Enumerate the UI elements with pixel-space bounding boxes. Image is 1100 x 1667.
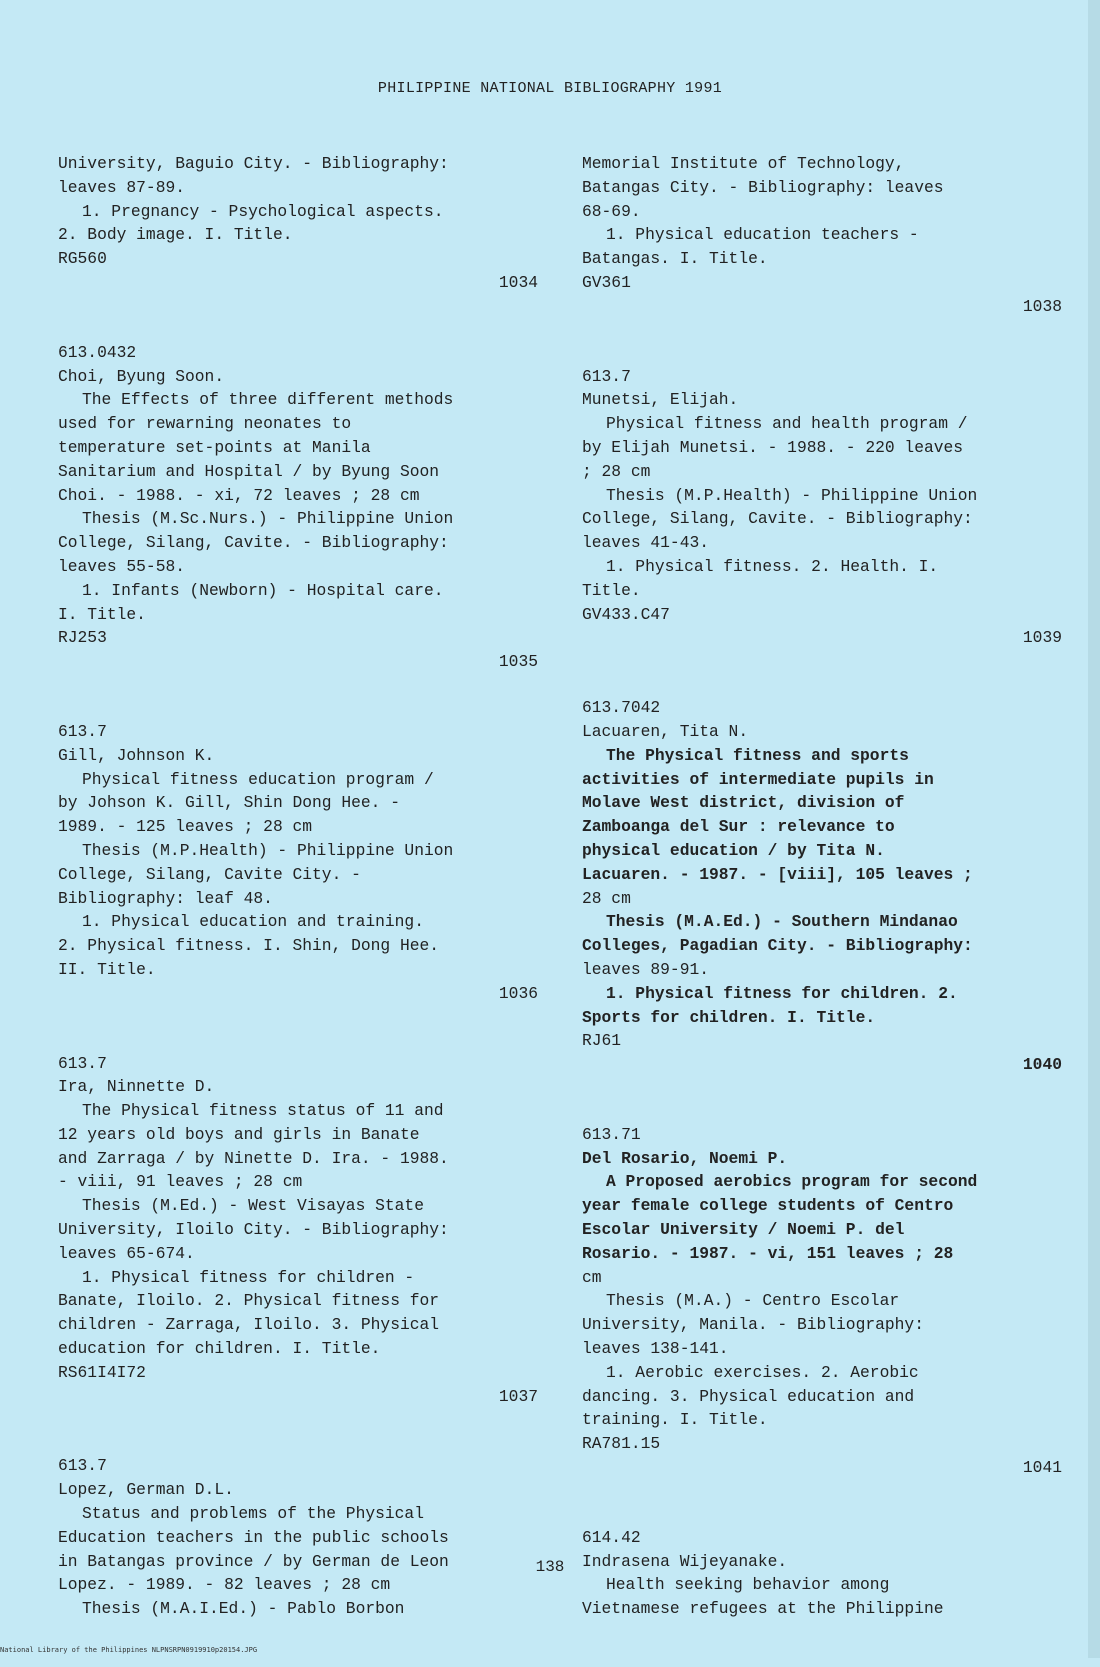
entry-line: Physical fitness and health program / bbox=[606, 414, 968, 434]
entry-line: ; 28 cm bbox=[582, 461, 651, 481]
entry-number: 1040 bbox=[1022, 1055, 1062, 1075]
entry-line: Colleges, Pagadian City. - Bibliography: bbox=[582, 936, 973, 956]
entry-line: Title. bbox=[582, 580, 641, 600]
entry-line: 1. Aerobic exercises. 2. Aerobic bbox=[606, 1362, 919, 1382]
entry-line: RJ253 bbox=[58, 628, 107, 648]
entry-line: University, Iloilo City. - Bibliography: bbox=[58, 1220, 449, 1240]
entry-line: Gill, Johnson K. bbox=[58, 745, 215, 765]
entry-line: by Johson K. Gill, Shin Dong Hee. - bbox=[58, 793, 400, 813]
entry-line: 68-69. bbox=[582, 201, 641, 221]
entry-line: 613.0432 bbox=[58, 342, 137, 362]
entry-line: leaves 41-43. bbox=[582, 533, 710, 553]
entry-line: GV361 bbox=[582, 272, 631, 292]
entry-line: - viii, 91 leaves ; 28 cm bbox=[58, 1172, 303, 1192]
entry-number: 1041 bbox=[1022, 1458, 1062, 1478]
entry-line: RG560 bbox=[58, 249, 107, 269]
right-column bbox=[582, 152, 1072, 1667]
entry-line: Lopez, German D.L. bbox=[58, 1480, 234, 1500]
entry-line: Thesis (M.A.) - Centro Escolar bbox=[606, 1291, 900, 1311]
entry-line: College, Silang, Cavite. - Bibliography: bbox=[582, 509, 973, 529]
bibliography-entry bbox=[58, 341, 548, 674]
entry-number: 1038 bbox=[1022, 296, 1062, 316]
entry-line: dancing. 3. Physical education and bbox=[582, 1386, 915, 1406]
entry-line: Rosario. - 1987. - vi, 151 leaves ; 28 bbox=[582, 1243, 954, 1263]
entry-line: and Zarraga / by Ninette D. Ira. - 1988. bbox=[58, 1148, 449, 1168]
entry-line: 12 years old boys and girls in Banate bbox=[58, 1124, 420, 1144]
entry-line: Batangas. I. Title. bbox=[582, 249, 768, 269]
entry-line: Bibliography: leaf 48. bbox=[58, 888, 273, 908]
entry-line: 1. Pregnancy - Psychological aspects. bbox=[82, 201, 444, 221]
entry-line: training. I. Title. bbox=[582, 1410, 768, 1430]
page-header: PHILIPPINE NATIONAL BIBLIOGRAPHY 1991 bbox=[377, 80, 723, 97]
entry-line: children - Zarraga, Iloilo. 3. Physical bbox=[58, 1315, 440, 1335]
entry-number: 1037 bbox=[498, 1386, 538, 1406]
entry-line: Batangas City. - Bibliography: leaves bbox=[582, 177, 944, 197]
entry-line: 1. Physical fitness for children - bbox=[82, 1267, 415, 1287]
entry-line: University, Baguio City. - Bibliography: bbox=[58, 154, 449, 173]
scan-footer: National Library of the Philippines NLPNSRPN0919910p20154.JPG bbox=[0, 1646, 258, 1654]
entry-line: Zamboanga del Sur : relevance to bbox=[582, 817, 895, 837]
entry-line: Munetsi, Elijah. bbox=[582, 390, 739, 410]
entry-line: 613.7 bbox=[58, 1456, 107, 1476]
entry-line: Lacuaren. - 1987. - [viii], 105 leaves ; bbox=[582, 864, 973, 884]
entry-line: Thesis (M.A.Ed.) - Southern Mindanao bbox=[606, 912, 958, 932]
entry-line: 613.7 bbox=[58, 721, 107, 741]
entry-line: 2. Physical fitness. I. Shin, Dong Hee. bbox=[58, 936, 440, 956]
entry-line: College, Silang, Cavite. - Bibliography: bbox=[58, 533, 449, 553]
entry-line: cm bbox=[582, 1267, 602, 1287]
entry-line: 1. Physical fitness. 2. Health. I. bbox=[606, 556, 939, 576]
entry-line: Thesis (M.Sc.Nurs.) - Philippine Union bbox=[82, 509, 454, 529]
page-number: 138 bbox=[535, 1558, 565, 1576]
entry-line: 1. Physical fitness for children. 2. bbox=[606, 983, 958, 1003]
entry-line: Molave West district, division of bbox=[582, 793, 905, 813]
entry-line: Del Rosario, Noemi P. bbox=[582, 1148, 788, 1168]
entry-line: Sanitarium and Hospital / by Byung Soon bbox=[58, 461, 440, 481]
entry-line: RS61I4I72 bbox=[58, 1362, 146, 1382]
entry-line: 613.7 bbox=[58, 1053, 107, 1073]
entry-line: College, Silang, Cavite City. - bbox=[58, 864, 361, 884]
entry-line: University, Manila. - Bibliography: bbox=[582, 1315, 924, 1335]
entry-line: Choi. - 1988. - xi, 72 leaves ; 28 cm bbox=[58, 485, 420, 505]
entry-line: A Proposed aerobics program for second bbox=[606, 1172, 978, 1192]
entry-line: II. Title. bbox=[58, 959, 156, 979]
entry-line: GV433.C47 bbox=[582, 604, 670, 624]
entry-line: Indrasena Wijeyanake. bbox=[582, 1551, 788, 1571]
entry-line: 2. Body image. I. Title. bbox=[58, 225, 293, 245]
entry-line: leaves 65-674. bbox=[58, 1243, 195, 1263]
entry-line: education for children. I. Title. bbox=[58, 1339, 381, 1359]
entry-line: Physical fitness education program / bbox=[82, 769, 434, 789]
left-column bbox=[58, 152, 548, 1667]
entry-line: 613.7 bbox=[582, 366, 631, 386]
entry-line: 1. Infants (Newborn) - Hospital care. bbox=[82, 580, 444, 600]
entry-line: Thesis (M.Ed.) - West Visayas State bbox=[82, 1196, 424, 1216]
entry-line: The Physical fitness status of 11 and bbox=[82, 1101, 444, 1121]
bibliography-entry bbox=[58, 1454, 548, 1621]
entry-line: leaves 87-89. bbox=[58, 177, 186, 197]
entry-number: 1036 bbox=[498, 983, 538, 1003]
entry-line: in Batangas province / by German de Leon bbox=[58, 1551, 449, 1571]
entry-line: The Physical fitness and sports bbox=[606, 745, 909, 765]
entry-line: Thesis (M.A.I.Ed.) - Pablo Borbon bbox=[82, 1599, 405, 1619]
entry-number: 1039 bbox=[1022, 628, 1062, 648]
entry-line: Escolar University / Noemi P. del bbox=[582, 1220, 905, 1240]
entry-line: 1. Physical education teachers - bbox=[606, 225, 919, 245]
bibliography-entry bbox=[58, 720, 548, 1006]
entry-line: Lacuaren, Tita N. bbox=[582, 721, 749, 741]
bibliography-entry bbox=[582, 152, 1072, 319]
entry-line: RA781.15 bbox=[582, 1434, 661, 1454]
bibliography-entry bbox=[58, 152, 548, 295]
entry-line: Choi, Byung Soon. bbox=[58, 366, 225, 386]
entry-line: I. Title. bbox=[58, 604, 146, 624]
entry-line: by Elijah Munetsi. - 1988. - 220 leaves bbox=[582, 437, 964, 457]
bibliography-entry bbox=[582, 1123, 1072, 1480]
page-edge bbox=[1088, 0, 1100, 1658]
entry-line: year female college students of Centro bbox=[582, 1196, 954, 1216]
entry-line: Thesis (M.P.Health) - Philippine Union bbox=[82, 840, 454, 860]
entry-line: 1. Physical education and training. bbox=[82, 912, 424, 932]
entry-line: leaves 89-91. bbox=[582, 959, 710, 979]
entry-line: used for rewarning neonates to bbox=[58, 414, 352, 434]
entry-line: leaves 138-141. bbox=[582, 1339, 729, 1359]
bibliography-entry bbox=[582, 365, 1072, 651]
entry-line: leaves 55-58. bbox=[58, 556, 186, 576]
entry-line: Memorial Institute of Technology, bbox=[582, 154, 905, 173]
entry-line: Status and problems of the Physical bbox=[82, 1504, 424, 1524]
entry-line: activities of intermediate pupils in bbox=[582, 769, 934, 789]
entry-line: 28 cm bbox=[582, 888, 631, 908]
entry-line: Vietnamese refugees at the Philippine bbox=[582, 1599, 944, 1619]
entry-line: Lopez. - 1989. - 82 leaves ; 28 cm bbox=[58, 1575, 391, 1595]
entry-number: 1034 bbox=[498, 272, 538, 292]
bibliography-entry bbox=[58, 1052, 548, 1409]
entry-line: Banate, Iloilo. 2. Physical fitness for bbox=[58, 1291, 440, 1311]
entry-line: 613.7042 bbox=[582, 698, 661, 718]
entry-number: 1035 bbox=[498, 652, 538, 672]
entry-line: Thesis (M.P.Health) - Philippine Union bbox=[606, 485, 978, 505]
entry-line: 613.71 bbox=[582, 1124, 641, 1144]
entry-line: 1989. - 125 leaves ; 28 cm bbox=[58, 817, 313, 837]
entry-line: Education teachers in the public schools bbox=[58, 1527, 449, 1547]
entry-line: temperature set-points at Manila bbox=[58, 437, 371, 457]
entry-line: 614.42 bbox=[582, 1527, 641, 1547]
entry-line: physical education / by Tita N. bbox=[582, 840, 885, 860]
entry-line: Ira, Ninnette D. bbox=[58, 1077, 215, 1097]
entry-line: Health seeking behavior among bbox=[606, 1575, 890, 1595]
entry-line: The Effects of three different methods bbox=[82, 390, 454, 410]
bibliography-entry bbox=[582, 696, 1072, 1077]
entry-line: Sports for children. I. Title. bbox=[582, 1007, 876, 1027]
entry-line: RJ61 bbox=[582, 1031, 622, 1051]
